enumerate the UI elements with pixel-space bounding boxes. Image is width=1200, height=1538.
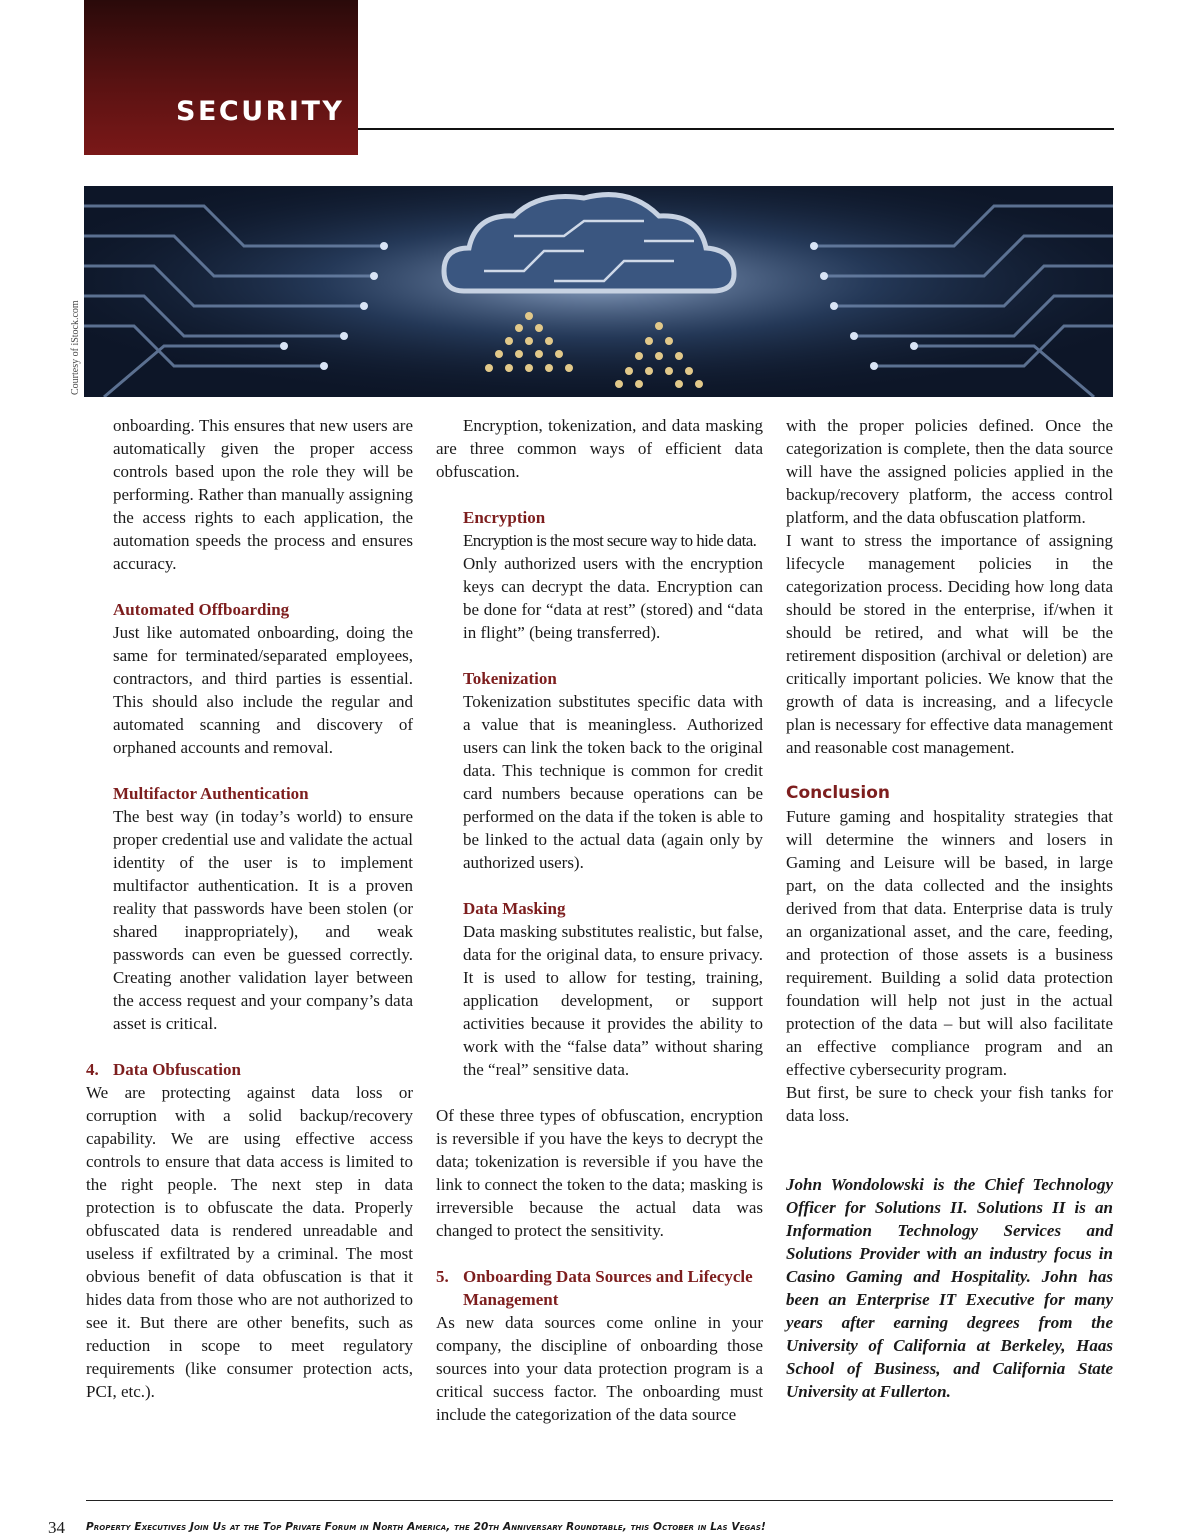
paragraph: Encryption is the most secure way to hide data. — [463, 531, 757, 550]
section-title: SECURITY — [176, 96, 345, 127]
section-heading — [436, 1265, 763, 1311]
column-1 — [86, 414, 413, 1403]
author-bio: John Wondolowski is the Chief Technology Officer for Solutions II. Solutions II is an Information Technology Services and Solutions Provider with an industry focus in Casino Gaming and Hospitality. John has been an Enterprise IT Executive for many years after earning degrees from the University of California at Berkeley, Haas School of Business, and California State University at Fullerton. — [786, 1175, 1113, 1401]
section-heading — [86, 1058, 413, 1081]
photo-credit: Courtesy of iStock.com — [70, 300, 81, 395]
paragraph: Encryption, tokenization, and data masking are three common ways of efficient data obfuscation. — [436, 416, 763, 481]
page-number: 34 — [48, 1518, 65, 1537]
paragraph: with the proper policies defined. Once the categorization is complete, then the data source will have the assigned policies applied in the backup/recovery platform, the access control platform, and the data obfuscation platform. — [786, 416, 1113, 527]
subheading: Automated Offboarding — [113, 600, 290, 619]
paragraph: The best way (in today’s world) to ensure proper credential use and validate the actual identity of the user is to implement multifactor authentication. It is a proven reality that passwords have been stolen (or shared inappropriately), and weak passwords can even be guessed correctly. Creating another validation layer between the access request and your company’s data asset is critical. — [113, 807, 413, 1033]
subheading: Multifactor Authentication — [113, 784, 309, 803]
paragraph: Data masking substitutes realistic, but false, data for the original data, to ensure privacy. It is used to allow for testing, training, application development, or support activities because it provides the ability to work with the “false data” without sharing the “real” sensitive data. — [463, 922, 763, 1079]
paragraph: As new data sources come online in your company, the discipline of onboarding those sources into your data protection program is a critical success factor. The onboarding must include the categorization of the data source — [436, 1313, 763, 1424]
paragraph: I want to stress the importance of assigning lifecycle management policies in the categorization process. Deciding how long data should be stored in the enterprise, if/when it should be retired, and what will be the retirement disposition (archival or deletion) are critically important policies. We know that the growth of data is increasing, and a lifecycle plan is necessary for effective data management and reasonable cost management. — [786, 531, 1113, 757]
paragraph: Future gaming and hospitality strategies that will determine the winners and losers in Gaming and Leisure will be based, in large part, on the data collected and the insights derived from that data. Enterprise data is truly an organizational asset, and the care, feeding, and protection of those assets is a business requirement. Building a solid data protection foundation will help not just in the actual protection of the data – but will also facilitate an effective compliance program and an effective cybersecurity program. — [786, 807, 1113, 1079]
column-2 — [436, 414, 763, 1426]
cloud-circuit-illustration-icon — [84, 186, 1113, 397]
paragraph: We are protecting against data loss or corruption with a solid backup/recovery capability. We are using effective access controls to ensure that data access is limited to the right people. The next step in data protection is to obfuscate the data. Properly obfuscated data is rendered unreadable and useless if exfiltrated by a criminal. The most obvious benefit of data obfuscation is that it hides data from those who are not authorized to see it. But there are other benefits, such as reduction in scope to meet regulatory requirements (like consumer protection acts, PCI, etc.). — [86, 1083, 413, 1401]
column-3 — [786, 414, 1113, 1403]
subheading: Tokenization — [463, 669, 557, 688]
section-number: 5. — [436, 1267, 449, 1286]
conclusion-heading: Conclusion — [786, 783, 890, 803]
footer-tagline: Property Executives Join Us at the Top Private Forum in North America, the 20th Anniversary Roundtable, this October in Las Vegas! — [86, 1521, 766, 1533]
paragraph: Only authorized users with the encryption keys can decrypt the data. Encryption can be done for “data at rest” (stored) and “data in flight” (being transferred). — [463, 554, 763, 642]
paragraph: But first, be sure to check your fish tanks for data loss. — [786, 1083, 1113, 1125]
subheading: Data Masking — [463, 899, 566, 918]
paragraph: Just like automated onboarding, doing the same for terminated/separated employees, contractors, and third parties is essential. This should also include the regular and automated scanning and discovery of orphaned accounts and removal. — [113, 623, 413, 757]
footer-rule — [86, 1500, 1113, 1501]
hero-image — [84, 186, 1113, 397]
paragraph: onboarding. This ensures that new users are automatically given the proper access controls based upon the role they will be performing. Rather than manually assigning the access rights to each application, the automation speeds the process and ensures accuracy. — [113, 416, 413, 573]
section-heading-text: Data Obfuscation — [113, 1060, 241, 1079]
section-color-block — [84, 0, 358, 155]
paragraph: Of these three types of obfuscation, encryption is reversible if you have the keys to decrypt the data; tokenization is reversible if you have the link to connect the token to the data; masking is irreversible because the actual data was changed to protect the sensitivity. — [436, 1106, 763, 1240]
section-heading-text: Onboarding Data Sources and Lifecycle Management — [463, 1267, 753, 1309]
header-rule — [358, 128, 1114, 130]
section-number: 4. — [86, 1060, 99, 1079]
paragraph: Tokenization substitutes specific data with a value that is meaningless. Authorized users can link the token back to the original data. This technique is common for credit card numbers because operations can be performed on the data if the token is able to be linked to the actual data (again only by authorized users). — [463, 692, 763, 872]
subheading: Encryption — [463, 508, 546, 527]
